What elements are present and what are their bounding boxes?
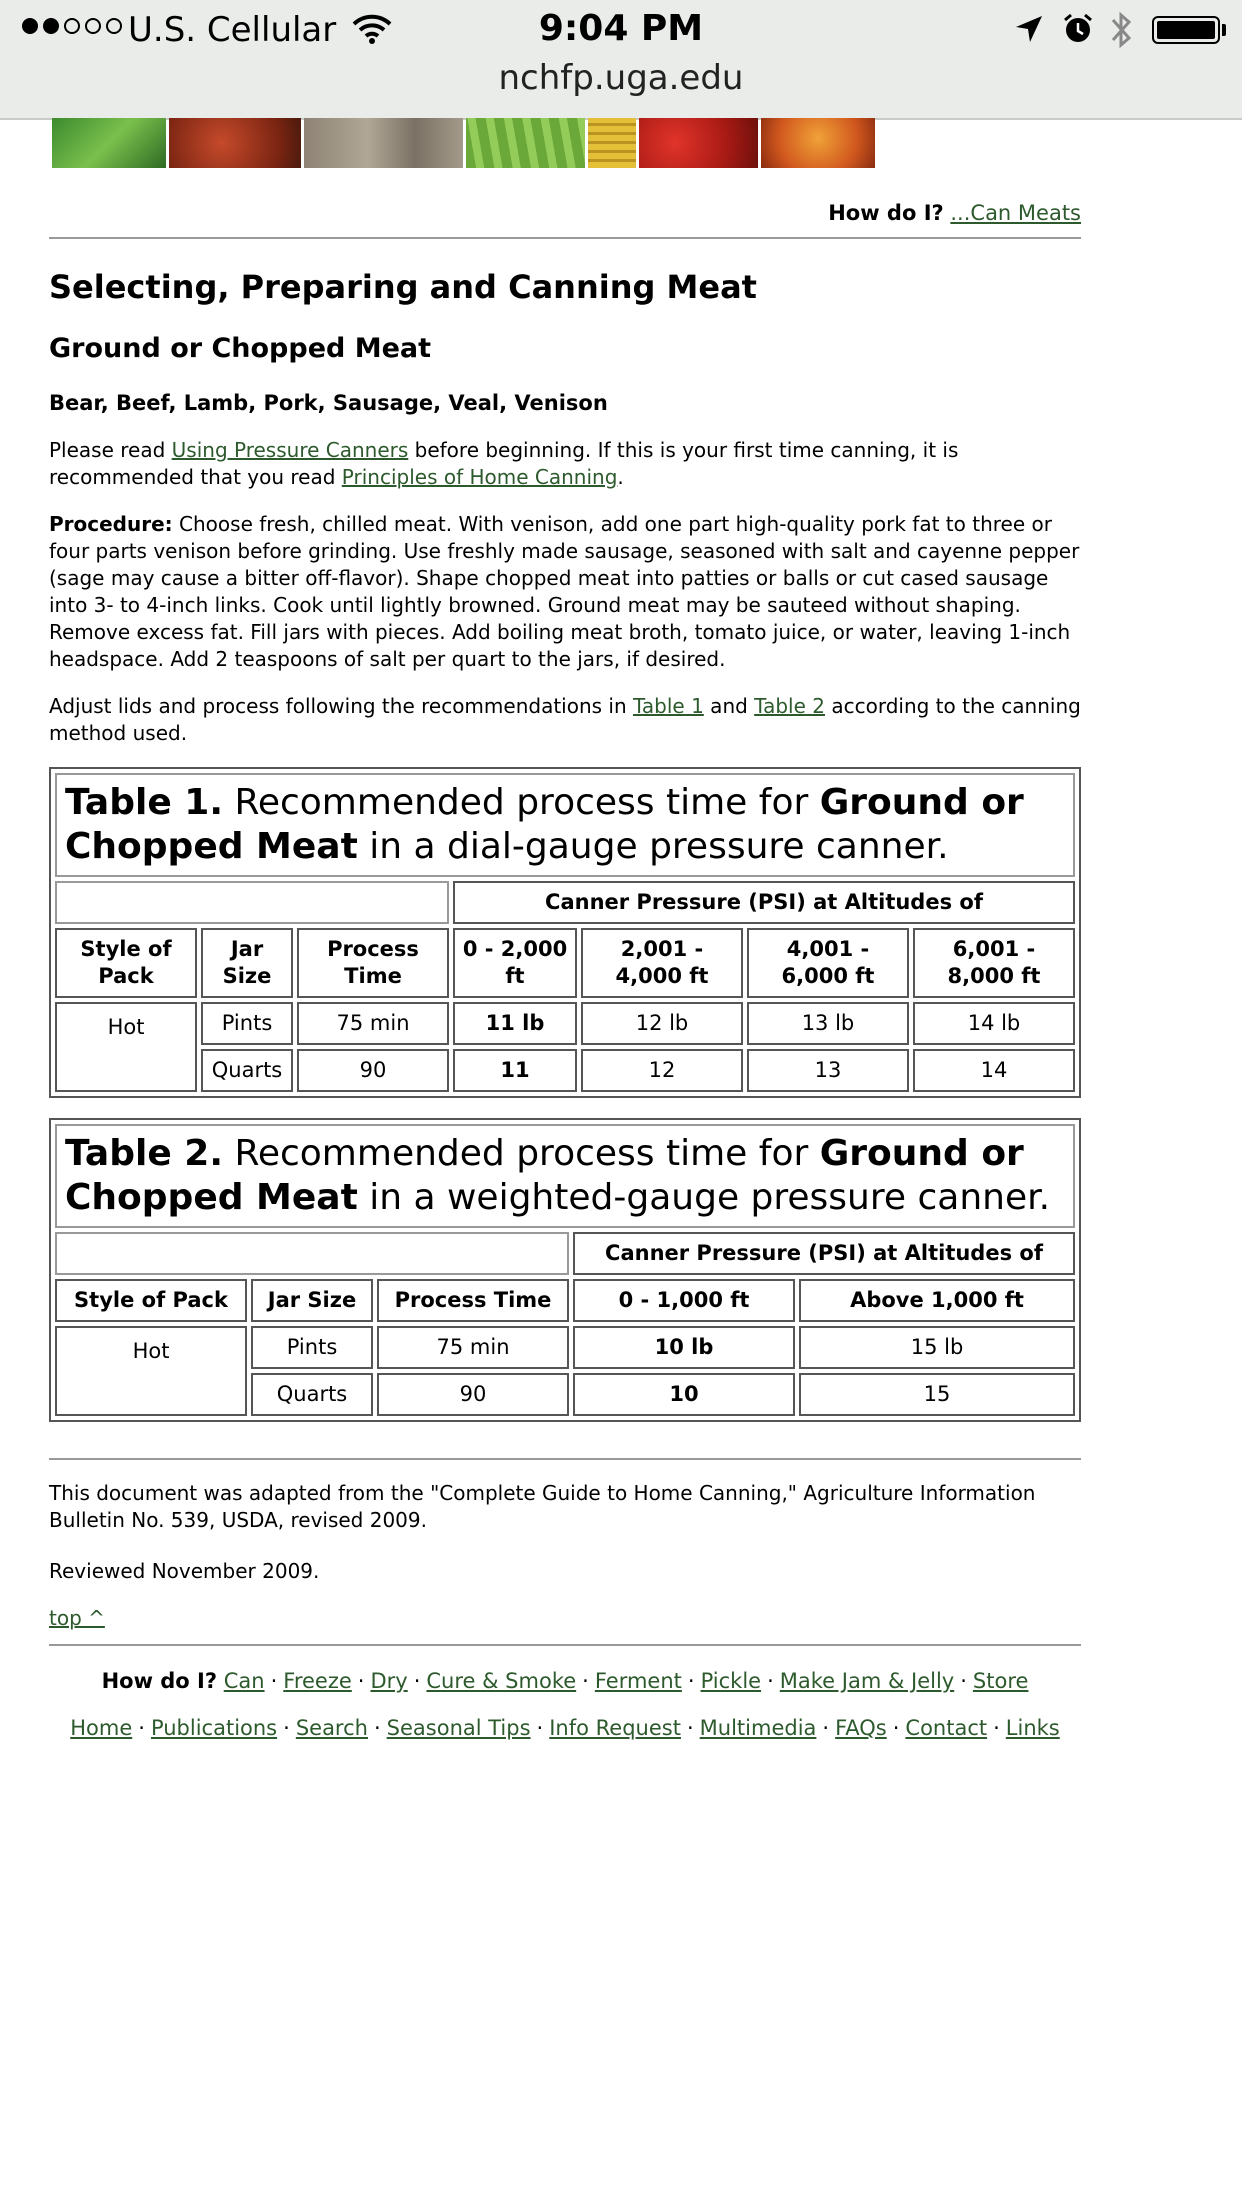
using-pressure-canners-link[interactable]: Using Pressure Canners: [171, 438, 409, 462]
how-do-i-nav: [49, 1668, 1081, 1695]
separator: ·: [822, 1716, 830, 1740]
separator: ·: [413, 1669, 421, 1693]
table-cell: 75 min: [377, 1326, 569, 1369]
top-link[interactable]: top ^: [49, 1606, 105, 1630]
footer-link-can[interactable]: Can: [223, 1669, 265, 1693]
footer-link-publications[interactable]: Publications: [150, 1716, 278, 1740]
separator: ·: [686, 1716, 694, 1740]
reviewed-note: Reviewed November 2009.: [49, 1559, 320, 1583]
table-1-header: 6,001 - 8,000 ft: [913, 928, 1075, 998]
main-content: [49, 200, 1081, 1742]
separator: ·: [582, 1669, 589, 1693]
footer-link-links[interactable]: Links: [1005, 1716, 1060, 1740]
table-2-header: Above 1,000 ft: [799, 1279, 1075, 1322]
table-1-header: 0 - 2,000 ft: [453, 928, 577, 998]
intro-paragraph: Please read Using Pressure Canners before beginning. If this is your first time canning, it is recommended that you read Principles of Home Canning.: [49, 438, 959, 489]
table-cell: 12 lb: [581, 1002, 743, 1045]
table-2-caption: Table 2. Recommended process time for Ground or Chopped Meat in a weighted-gauge pressure canner.: [55, 1124, 1075, 1228]
adapted-note: This document was adapted from the "Complete Guide to Home Canning," Agriculture Information Bulletin No. 539, USDA, revised 2009.: [49, 1481, 1036, 1532]
table-1-header: Process Time: [297, 928, 449, 998]
table-row: [55, 1049, 1075, 1092]
table-1-header: Jar Size: [201, 928, 293, 998]
separator: ·: [373, 1716, 381, 1740]
separator: ·: [357, 1669, 365, 1693]
table-cell: 10 lb: [573, 1326, 795, 1369]
page-title: Selecting, Preparing and Canning Meat: [49, 268, 757, 306]
divider: [49, 1644, 1081, 1646]
table-cell: 11 lb: [453, 1002, 577, 1045]
strawberries-image: [639, 118, 758, 168]
table-row: [55, 1326, 1075, 1369]
table-cell: Quarts: [251, 1373, 373, 1416]
table-1-blank-header: [55, 881, 449, 924]
footer-link-multimedia[interactable]: Multimedia: [699, 1716, 817, 1740]
clock: 9:04 PM: [538, 8, 704, 49]
footer-link-dry[interactable]: Dry: [370, 1669, 408, 1693]
table1-link[interactable]: Table 1: [633, 694, 704, 718]
table-1-caption: Table 1. Recommended process time for Ground or Chopped Meat in a dial-gauge pressure canner.: [55, 773, 1075, 877]
footer-link-pickle[interactable]: Pickle: [700, 1669, 762, 1693]
table-cell: 90: [297, 1049, 449, 1092]
footer-link-search[interactable]: Search: [295, 1716, 368, 1740]
table-2-blank-header: [55, 1232, 569, 1275]
principles-link[interactable]: Principles of Home Canning: [341, 465, 618, 489]
table-cell: 75 min: [297, 1002, 449, 1045]
footer-link-faqs[interactable]: FAQs: [835, 1716, 887, 1740]
adjust-paragraph: Adjust lids and process following the recommendations in Table 1 and Table 2 according to the canning method used.: [49, 694, 1081, 745]
vegetables-image: [52, 118, 166, 168]
style-of-pack-cell: Hot: [55, 1002, 197, 1092]
location-arrow-icon: [1014, 14, 1044, 44]
table-2-header: Jar Size: [251, 1279, 373, 1322]
table-cell: 90: [377, 1373, 569, 1416]
table-cell: 10: [573, 1373, 795, 1416]
meat-types: Bear, Beef, Lamb, Pork, Sausage, Veal, Venison: [49, 391, 608, 415]
top-link-row: [49, 1605, 1081, 1632]
how-do-i-footer-label: How do I?: [101, 1669, 218, 1693]
footer-link-cure-smoke[interactable]: Cure & Smoke: [426, 1669, 577, 1693]
footer-link-freeze[interactable]: Freeze: [283, 1669, 352, 1693]
header-food-banner: [52, 118, 875, 168]
separator: ·: [960, 1669, 967, 1693]
separator: ·: [283, 1716, 290, 1740]
style-of-pack-cell: Hot: [55, 1326, 247, 1416]
carrier-name: U.S. Cellular: [128, 10, 337, 50]
table-cell: 14: [913, 1049, 1075, 1092]
footer-link-home[interactable]: Home: [70, 1716, 133, 1740]
table-cell: 11: [453, 1049, 577, 1092]
table-1-header: 4,001 - 6,000 ft: [747, 928, 909, 998]
separator: ·: [892, 1716, 900, 1740]
battery-tip: [1222, 24, 1226, 36]
table-cell: 12: [581, 1049, 743, 1092]
table-row: [55, 1002, 1075, 1045]
separator: ·: [138, 1716, 145, 1740]
page-subtitle: Ground or Chopped Meat: [49, 333, 432, 364]
table-cell: Quarts: [201, 1049, 293, 1092]
table-cell: Pints: [201, 1002, 293, 1045]
okra-image: [466, 118, 585, 168]
separator: ·: [767, 1669, 774, 1693]
separator: ·: [993, 1716, 1000, 1740]
status-bar: [0, 0, 1242, 62]
table-cell: Pints: [251, 1326, 373, 1369]
table-cell: 14 lb: [913, 1002, 1075, 1045]
table-1-header: Style of Pack: [55, 928, 197, 998]
corn-image: [588, 118, 636, 168]
url-bar[interactable]: nchfp.uga.edu: [498, 58, 744, 98]
footer-link-contact[interactable]: Contact: [905, 1716, 988, 1740]
table-cell: 13: [747, 1049, 909, 1092]
table-2-header: Process Time: [377, 1279, 569, 1322]
footer-link-make-jam-jelly[interactable]: Make Jam & Jelly: [779, 1669, 955, 1693]
browser-top-bar: [0, 0, 1242, 120]
table-2-weighted-gauge: [49, 1118, 1081, 1422]
divider: [49, 1458, 1081, 1460]
table-2-group-header: Canner Pressure (PSI) at Altitudes of: [573, 1232, 1075, 1275]
grain-image: [304, 118, 463, 168]
footer-link-ferment[interactable]: Ferment: [594, 1669, 682, 1693]
table-1-dial-gauge: [49, 767, 1081, 1098]
alarm-clock-icon: [1062, 12, 1094, 46]
separator: ·: [270, 1669, 278, 1693]
site-nav: [49, 1715, 1081, 1742]
footer-link-store[interactable]: Store: [972, 1669, 1029, 1693]
table-2-header: Style of Pack: [55, 1279, 247, 1322]
footer-link-info-request[interactable]: Info Request: [549, 1716, 681, 1740]
procedure-label: Procedure:: [49, 512, 173, 536]
footer-link-seasonal-tips[interactable]: Seasonal Tips: [386, 1716, 531, 1740]
table-1-header: 2,001 - 4,000 ft: [581, 928, 743, 998]
table-cell: 15 lb: [799, 1326, 1075, 1369]
separator: ·: [536, 1716, 544, 1740]
procedure-paragraph: [49, 511, 1081, 673]
procedure-text: Choose fresh, chilled meat. With venison, add one part high-quality pork fat to three or four parts venison before grinding. Use freshly made sausage, seasoned with salt and cayenne pepper (sage may cause a bitter off-flavor). Shape chopped meat into patties or balls or cut cased sausage into 3- to 4-inch links. Cook until lightly browned. Ground meat may be sauteed without shaping. Remove excess fat. Fill jars with pieces. Add boiling meat broth, tomato juice, or water, leaving 1-inch headspace. Add 2 teaspoons of salt per quart to the jars, if desired.: [49, 512, 1080, 671]
separator: ·: [687, 1669, 695, 1693]
can-meats-link[interactable]: ...Can Meats: [950, 201, 1081, 225]
table-cell: 15: [799, 1373, 1075, 1416]
bluetooth-icon: [1108, 10, 1134, 50]
table-cell: 13 lb: [747, 1002, 909, 1045]
tomatoes-image: [169, 118, 301, 168]
table2-link[interactable]: Table 2: [754, 694, 825, 718]
table-1-group-header: Canner Pressure (PSI) at Altitudes of: [453, 881, 1075, 924]
peaches-image: [761, 118, 875, 168]
how-do-i-label: How do I?: [828, 201, 944, 225]
how-do-i-top: [49, 200, 1081, 239]
battery-icon: [1152, 16, 1220, 44]
table-2-header: 0 - 1,000 ft: [573, 1279, 795, 1322]
